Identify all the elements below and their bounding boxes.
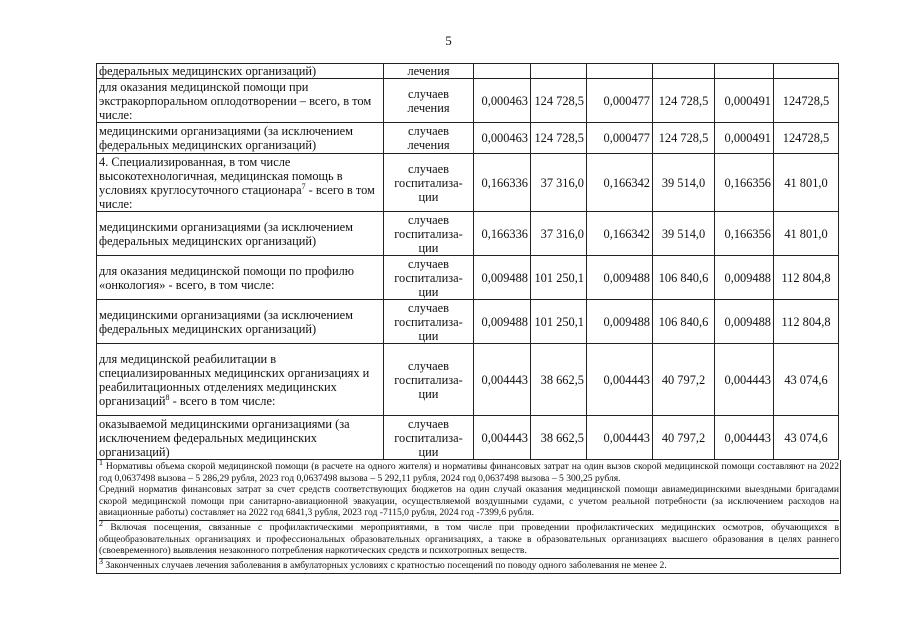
row-value: 0,166342 bbox=[587, 212, 653, 256]
row-value bbox=[774, 64, 839, 79]
row-description: медицинскими организациями (за исключением федеральных медицинских организаций) bbox=[97, 212, 384, 256]
row-value: 40 797,2 bbox=[653, 416, 715, 460]
row-value: 0,004443 bbox=[587, 416, 653, 460]
row-value: 124 728,5 bbox=[653, 79, 715, 123]
row-value: 0,004443 bbox=[715, 416, 774, 460]
row-unit: случаев лечения bbox=[384, 79, 474, 123]
footnote-1: $^1$ Нормативы объема скорой медицинской помощи (в расчете на одного жителя) и нормативы финансовых затрат на один вызов скорой медицинской помощи составляют на 2022 год 0,0637498 вызова – 5 286,29 рубля, 2023 год 0,0637498 вызова – 5 292,11 рубля, 2024 год 0,0637498 вызова – 5 300,25 рубля. bbox=[99, 457, 839, 484]
table-row bbox=[97, 154, 839, 212]
row-value bbox=[531, 64, 587, 79]
row-unit: случаев госпитализа-ции bbox=[384, 300, 474, 344]
row-value: 0,009488 bbox=[715, 300, 774, 344]
footnotes bbox=[96, 457, 841, 574]
row-value: 0,166336 bbox=[474, 212, 531, 256]
footnote-3: $^3$ Законченных случаев лечения заболевания в амбулаторных условиях с кратностью посещений по поводу одного заболевания не менее 2. bbox=[99, 558, 839, 572]
row-value: 0,009488 bbox=[474, 256, 531, 300]
row-value: 101 250,1 bbox=[531, 256, 587, 300]
table-row bbox=[97, 64, 839, 79]
row-description: 4. Специализированная, в том числе высокотехнологичная, медицинская помощь в условиях круглосуточного стационара$^7$ - всего в том числе: bbox=[97, 154, 384, 212]
table-row bbox=[97, 300, 839, 344]
table-row bbox=[97, 416, 839, 460]
row-unit: случаев госпитализа-ции bbox=[384, 154, 474, 212]
table-row bbox=[97, 79, 839, 123]
row-value: 39 514,0 bbox=[653, 212, 715, 256]
row-unit: случаев госпитализа-ции bbox=[384, 344, 474, 416]
row-value: 41 801,0 bbox=[774, 212, 839, 256]
row-value: 39 514,0 bbox=[653, 154, 715, 212]
row-unit: случаев госпитализа-ции bbox=[384, 416, 474, 460]
row-unit: случаев лечения bbox=[384, 123, 474, 154]
row-description: для оказания медицинской помощи по профилю «онкология» - всего, в том числе: bbox=[97, 256, 384, 300]
table-row bbox=[97, 123, 839, 154]
row-value: 0,166356 bbox=[715, 154, 774, 212]
row-value: 0,004443 bbox=[474, 416, 531, 460]
row-value: 0,000477 bbox=[587, 123, 653, 154]
row-value: 112 804,8 bbox=[774, 300, 839, 344]
row-value: 124 728,5 bbox=[653, 123, 715, 154]
row-description: оказываемой медицинскими организациями (за исключением федеральных медицинских организаций) bbox=[97, 416, 384, 460]
row-value: 0,009488 bbox=[474, 300, 531, 344]
table-row bbox=[97, 212, 839, 256]
row-value: 0,000477 bbox=[587, 79, 653, 123]
row-value: 124728,5 bbox=[774, 79, 839, 123]
row-unit: случаев госпитализа-ции bbox=[384, 256, 474, 300]
row-description: для оказания медицинской помощи при экстракорпоральном оплодотворении – всего, в том числе: bbox=[97, 79, 384, 123]
row-value: 101 250,1 bbox=[531, 300, 587, 344]
row-value: 0,000491 bbox=[715, 79, 774, 123]
row-value bbox=[653, 64, 715, 79]
row-value: 43 074,6 bbox=[774, 416, 839, 460]
row-value: 0,166336 bbox=[474, 154, 531, 212]
row-description: федеральных медицинских организаций) bbox=[97, 64, 384, 79]
row-value bbox=[474, 64, 531, 79]
row-value: 0,004443 bbox=[715, 344, 774, 416]
row-value: 40 797,2 bbox=[653, 344, 715, 416]
row-value bbox=[587, 64, 653, 79]
row-value: 38 662,5 bbox=[531, 344, 587, 416]
row-value: 37 316,0 bbox=[531, 212, 587, 256]
row-value: 0,004443 bbox=[474, 344, 531, 416]
row-value: 0,166342 bbox=[587, 154, 653, 212]
row-value: 0,009488 bbox=[587, 256, 653, 300]
table-row bbox=[97, 344, 839, 416]
row-unit: случаев госпитализа-ции bbox=[384, 212, 474, 256]
row-description: медицинскими организациями (за исключением федеральных медицинских организаций) bbox=[97, 300, 384, 344]
row-value: 0,000491 bbox=[715, 123, 774, 154]
row-value bbox=[715, 64, 774, 79]
footnote-2: $^2$ Включая посещения, связанные с профилактическими мероприятиями, в том числе при проведении профилактических медицинских осмотров, обучающихся в общеобразовательных организациях и профессиональных образовательных организациях, а также в образовательных организациях высшего образования в целях раннего (своевременного) выявления незаконного потребления наркотических средств и психотропных веществ. bbox=[99, 518, 839, 557]
row-value: 0,000463 bbox=[474, 79, 531, 123]
table-row bbox=[97, 256, 839, 300]
row-unit: лечения bbox=[384, 64, 474, 79]
row-description: для медицинской реабилитации в специализированных медицинских организациях и реабилитационных отделениях медицинских организаций$^8$ - всего в том числе: bbox=[97, 344, 384, 416]
standards-table bbox=[96, 63, 839, 460]
row-value: 106 840,6 bbox=[653, 256, 715, 300]
row-value: 41 801,0 bbox=[774, 154, 839, 212]
row-value: 37 316,0 bbox=[531, 154, 587, 212]
row-value: 0,000463 bbox=[474, 123, 531, 154]
row-value: 0,009488 bbox=[587, 300, 653, 344]
page-number: 5 bbox=[445, 33, 452, 48]
row-value: 43 074,6 bbox=[774, 344, 839, 416]
document-body bbox=[96, 63, 838, 574]
row-value: 38 662,5 bbox=[531, 416, 587, 460]
row-value: 124 728,5 bbox=[531, 79, 587, 123]
footnote-1-continuation: Средний норматив финансовых затрат за счет средств соответствующих бюджетов на один случай оказания медицинской помощи авиамедицинскими выездными бригадами скорой медицинской помощи при санитарно-авиационной эвакуации, осуществляемой воздушными судами, с учетом реальной потребности (за исключением расходов на авиационные работы) составляет на 2022 год 6841,3 рубля, 2023 год -7115,0 рубля, 2024 год -7399,6 рубля. bbox=[99, 484, 839, 519]
row-value: 124 728,5 bbox=[531, 123, 587, 154]
row-value: 124728,5 bbox=[774, 123, 839, 154]
row-value: 112 804,8 bbox=[774, 256, 839, 300]
row-value: 106 840,6 bbox=[653, 300, 715, 344]
row-value: 0,166356 bbox=[715, 212, 774, 256]
row-value: 0,009488 bbox=[715, 256, 774, 300]
row-description: медицинскими организациями (за исключением федеральных медицинских организаций) bbox=[97, 123, 384, 154]
row-value: 0,004443 bbox=[587, 344, 653, 416]
